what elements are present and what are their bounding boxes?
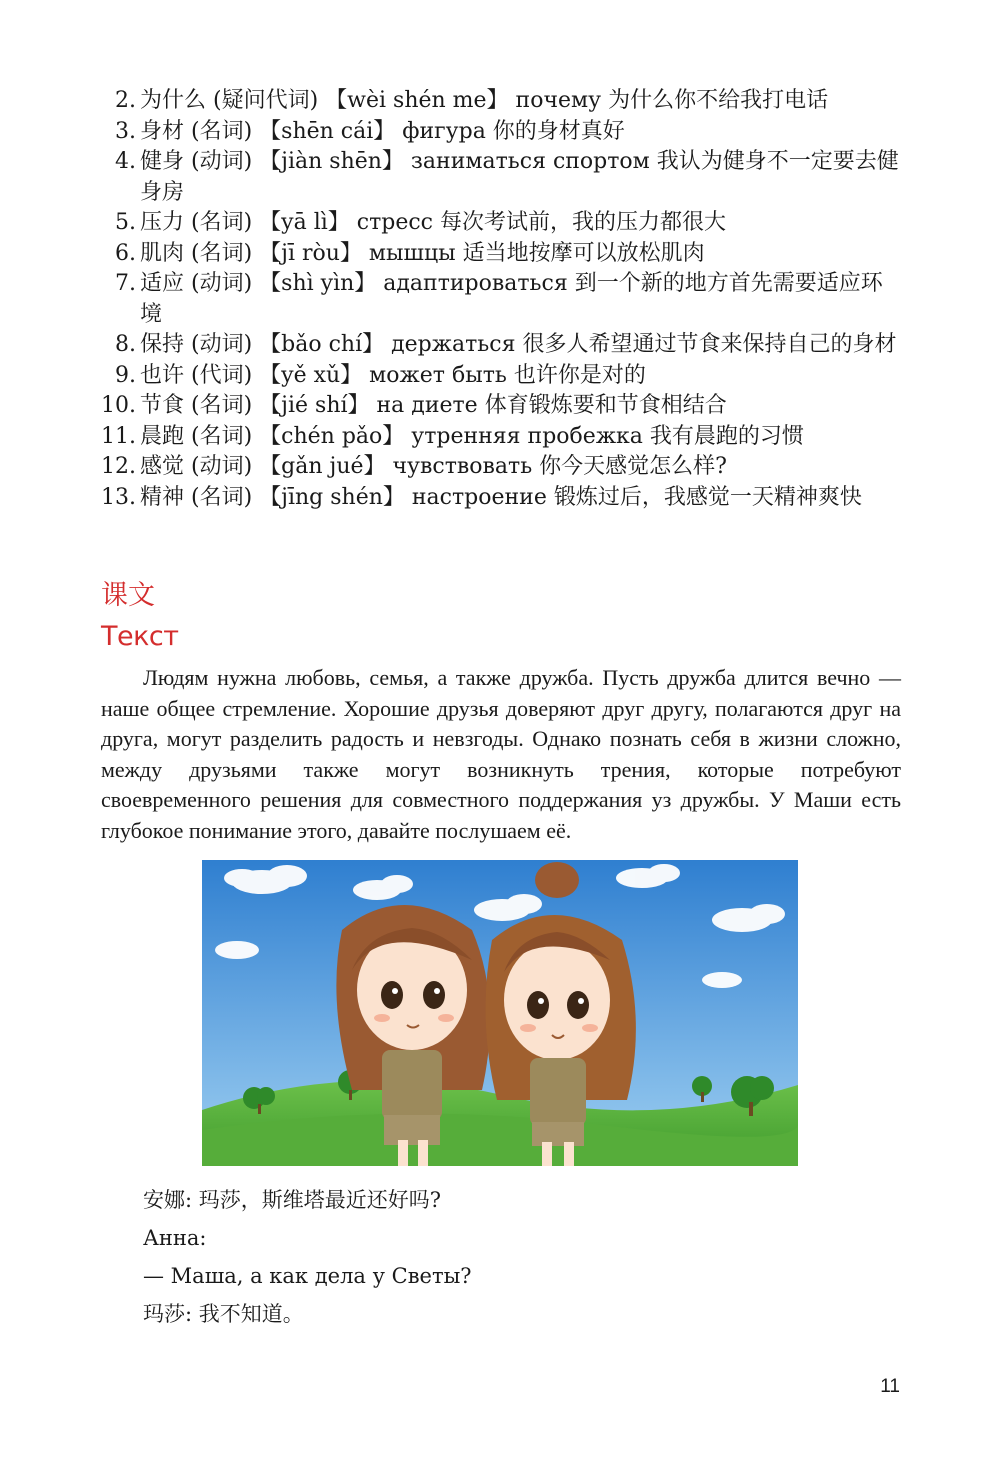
vocab-text: 感觉 (动词) 【gǎn jué】 чувствовать 你今天感觉怎么样?: [140, 454, 727, 479]
vocab-number: 11.: [101, 423, 136, 449]
vocab-number: 5.: [115, 210, 136, 235]
vocab-number: 2.: [115, 88, 136, 113]
vocab-text: 健身 (动词) 【jiàn shēn】 заниматься спортом 我认为健身不一定要去健身房: [140, 149, 899, 205]
vocab-text: 晨跑 (名词) 【chén pǎo】 утренняя пробежка 我有晨跑的习惯: [140, 423, 804, 449]
vocab-number: 7.: [115, 271, 136, 296]
vocab-item: [100, 208, 900, 239]
dialog-line-masha-cn: 玛莎: 我不知道。: [143, 1302, 304, 1326]
section-heading-russian: Текст: [101, 621, 179, 652]
vocab-text: 压力 (名词) 【yā lì】 стресс 每次考试前，我的压力都很大: [140, 210, 726, 235]
vocab-number: 13.: [101, 484, 136, 510]
vocab-number: 9.: [115, 362, 136, 388]
vocab-item: [100, 452, 900, 483]
vocab-text: 精神 (名词) 【jīng shén】 настроение 锻炼过后，我感觉一天精神爽快: [140, 484, 862, 510]
vocab-item: [100, 422, 900, 453]
intro-paragraph: Людям нужна любовь, семья, а также дружба. Пусть дружба длится вечно — наше общее стремление. Хорошие друзья доверяют друг другу, полагаются друг на друга, могут разделить радость и невзгоды. Однако познать себя в жизни сложно, между друзьями также могут возникнуть трения, которые потребуют своевременного решения для совместного поддержания уз дружбы. У Маши есть глубокое понимание этого, давайте послушаем её.: [101, 665, 901, 843]
vocab-text: 也许 (代词) 【yě xǔ】 может быть 也许你是对的: [140, 362, 646, 388]
dialog-line-anna-ru: — Маша, а как дела у Светы?: [143, 1264, 472, 1288]
vocabulary-list: [100, 86, 900, 513]
vocab-number: 12.: [101, 454, 136, 479]
vocab-number: 10.: [101, 393, 136, 418]
vocab-item: [100, 330, 900, 361]
vocab-number: 4.: [115, 149, 136, 174]
page-number: 11: [880, 1376, 900, 1397]
section-heading-chinese: 课文: [101, 580, 155, 611]
vocab-text: 节食 (名词) 【jié shí】 на диете 体育锻炼要和节食相结合: [140, 393, 727, 418]
vocab-item: [100, 86, 900, 117]
cartoon-illustration: [202, 860, 798, 1166]
vocab-text: 为什么 (疑问代词) 【wèi shén me】 почему 为什么你不给我打电话: [140, 88, 829, 113]
vocab-text: 肌肉 (名词) 【jī ròu】 мышцы 适当地按摩可以放松肌肉: [140, 240, 705, 266]
vocab-item: [100, 117, 900, 148]
vocab-item: [100, 147, 900, 208]
vocab-text: 保持 (动词) 【bǎo chí】 держаться 很多人希望通过节食来保持自己的身材: [140, 332, 897, 357]
dialog-line-anna-cn: 安娜: 玛莎，斯维塔最近还好吗?: [143, 1188, 442, 1212]
vocab-item: [100, 239, 900, 270]
vocab-number: 6.: [115, 240, 136, 266]
vocab-item: [100, 483, 900, 514]
vocab-item: [100, 269, 900, 330]
vocab-item: [100, 361, 900, 392]
dialog-speaker-anna-ru: Анна:: [143, 1226, 207, 1250]
vocab-number: 3.: [115, 118, 136, 144]
vocab-text: 适应 (动词) 【shì yìn】 адаптироваться 到一个新的地方首先需要适应环境: [140, 271, 883, 327]
vocab-text: 身材 (名词) 【shēn cái】 фигура 你的身材真好: [140, 118, 625, 144]
vocab-number: 8.: [115, 332, 136, 357]
vocab-item: [100, 391, 900, 422]
